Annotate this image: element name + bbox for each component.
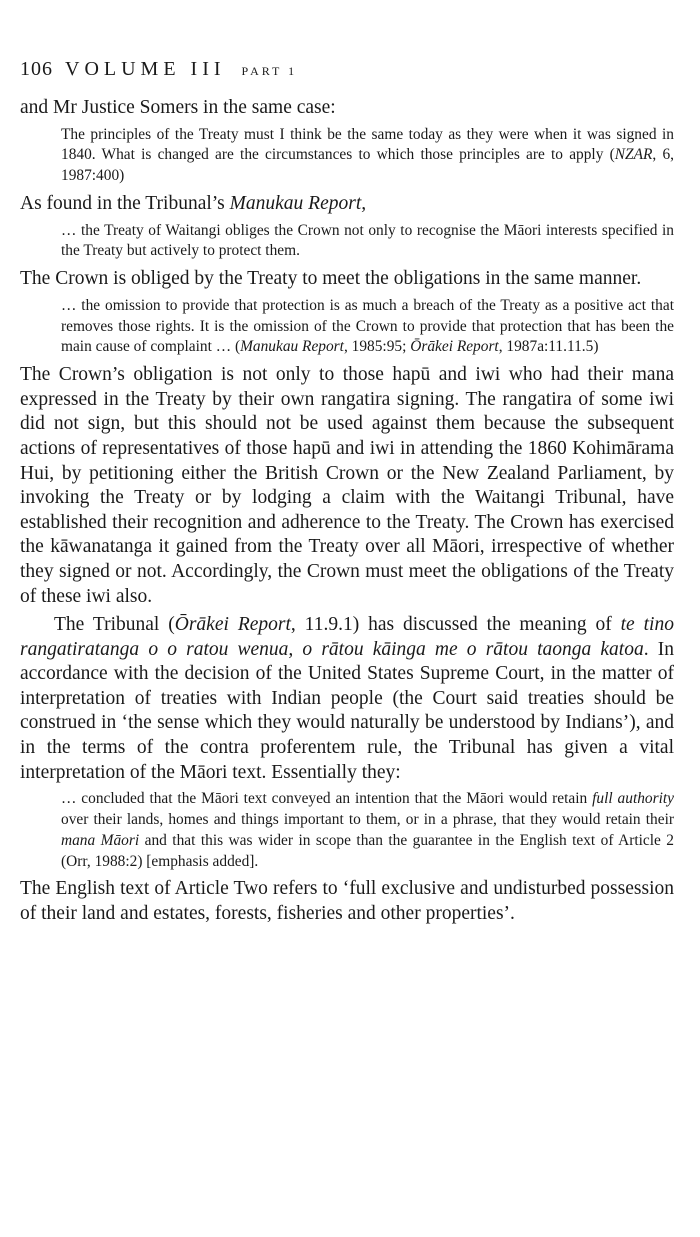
body-paragraph: The English text of Article Two refers to ‘full exclusive and undisturbed possession of their land and estates, forests, fisheries and other properties’. [20, 878, 674, 925]
block-quote: … the Treaty of Waitangi obliges the Crown not only to recognise the Māori interests specified in the Treaty but actively to protect them. [61, 221, 674, 260]
block-quote: … the omission to provide that protection is as much a breach of the Treaty as a positive act that removes those rights. It is the omission of the Crown to provide that protection that has been the main cause of complaint … (Manukau Report, 1985:95; Ōrākei Report, 1987a:11.11.5) [61, 296, 674, 356]
part-label: PART 1 [241, 64, 298, 78]
block-quote: … concluded that the Māori text conveyed an intention that the Māori would retain full authority over their lands, homes and things important to them, or in a phrase, that they would retain their mana Māori and that this was wider in scope than the guarantee in the English text of Article 2 (Orr, 1988:2) [emphasis added]. [61, 790, 675, 870]
block-quote: The principles of the Treaty must I think be the same today as they were when it was signed in 1840. What is changed are the circumstances to which those principles are to apply (NZAR, 6, 1987:400) [61, 125, 674, 185]
document-page [20, 56, 674, 927]
volume-label: VOLUME III [65, 58, 226, 80]
page-number: 106 [20, 58, 53, 80]
body-paragraph: The Crown’s obligation is not only to those hapū and iwi who had their mana expressed in the Treaty by their own rangatira signing. The rangatira of some iwi did not sign, but this should not be used against them because the subsequent actions of representatives of those hapū and iwi in attending the 1860 Kohimārama Hui, by petitioning either the British Crown or the New Zealand Parliament, by invoking the Treaty or by lodging a claim with the Waitangi Tribunal, have established their recognition and adherence to the Treaty. The Crown has exercised the kāwanatanga it gained from the Treaty over all Māori, irrespective of whether they signed or not. Accordingly, the Crown must meet the obligations of the Treaty of these iwi also. [20, 364, 674, 607]
body-paragraph: The Crown is obliged by the Treaty to meet the obligations in the same manner. [20, 268, 642, 290]
body-paragraph: The Tribunal (Ōrākei Report, 11.9.1) has discussed the meaning of te tino rangatiratanga o o ratou wenua, o rātou kāinga me o rātou taonga katoa. In accordance with the decision of the United States Supreme Court, in the matter of interpretation of treaties with Indian people (the Court said treaties should be construed in ‘the sense which they would naturally be understood by Indians’), and in the terms of the contra proferentem rule, the Tribunal has given a vital interpretation of the Māori text. Essentially they: [20, 614, 674, 783]
body-paragraph: and Mr Justice Somers in the same case: [20, 97, 336, 118]
running-head [20, 56, 674, 84]
body-paragraph: As found in the Tribunal’s Manukau Report, [20, 192, 367, 214]
